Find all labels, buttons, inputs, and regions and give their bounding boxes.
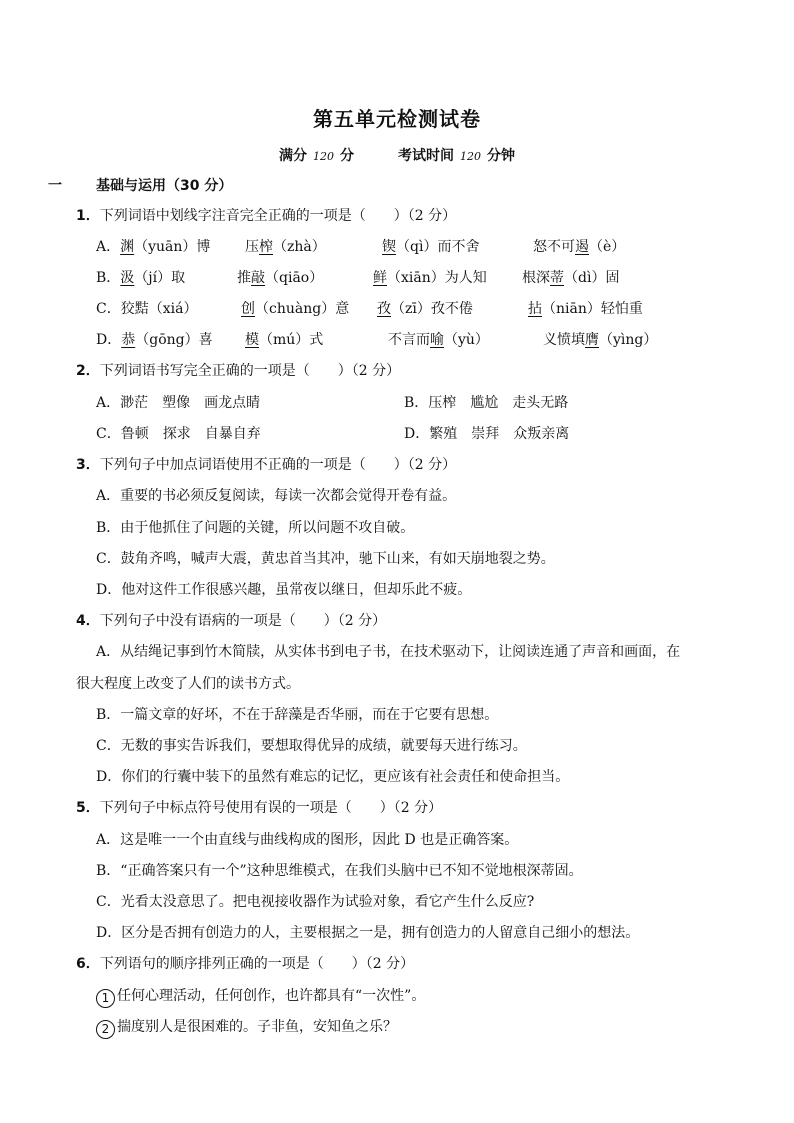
question-6-stem [76,954,414,974]
question-5-option-b: B．“正确答案只有一个”这种思维模式，在我们头脑中已不知不觉地根深蒂固。 [96,863,583,879]
question-2-stem [76,361,400,381]
exam-page: 第五单元检测试卷 满分 120 分 考试时间 120 分钟 一 基础与运用（30 分） 1．下列词语中划线字注音完全正确的一项是（ ）（2 分） A．渊（yuān）博 压榨（zhà） 锲（qì）而不舍 怒不可遏（è） B．汲（jí）取 推敲（qiāo） 鲜（xiān）为人知 根深蒂（dì）固 C．狡黠（xiá） 创（chuàng）意 孜（zī）孜不倦 拈（niān）轻怕重 D．恭（gōng）喜 模（mú）式 不言而喻（yù） 义愤填膺（yìng） 2．下列词语书写完全正确的一项是（ ）（2 分） A．渺茫 塑像 画龙点睛 B．压榨 尴尬 走头无路 C．鲁顿 探求 自暴自弃 D．繁殖 崇拜 众叛亲离 3．下列句子中加点词语使用不正确的一项是（ ）（2 分） A．重要的书必须反复阅读，每读一次都会觉得开卷有益。 B．由于他抓住了问题的关键，所以问题不攻自破。 C．鼓角齐鸣，喊声大震，黄忠首当其冲，驰下山来，有如天崩地裂之势。 D．他对这件工作很感兴趣，虽常夜以继日，但却乐此不疲。 4．下列句子中没有语病的一项是（ ）（2 分） A．从结绳记事到竹木简牍，从实体书到电子书，在技术驱动下，让阅读连通了声音和画面，在 很大程度上改变了人们的读书方式。 B．一篇文章的好坏，不在于辞藻是否华丽，而在于它要有思想。 C．无数的事实告诉我们，要想取得优异的成绩，就要每天进行练习。 D．你们的行囊中装下的虽然有难忘的记忆，更应该有社会责任和使命担当。 5．下列句子中标点符号使用有误的一项是（ ）（2 分） A．这是唯一一个由直线与曲线构成的图形，因此 D 也是正确答案。 B．“正确答案只有一个”这种思维模式，在我们头脑中已不知不觉地根深蒂固。 C．光看太没意思了。把电视接收器作为试验对象，看它产生什么反应? D．区分是否拥有创造力的人，主要根据之一是，拥有创造力的人留意自己细小的想法。 6．下列语句的顺序排列正确的一项是（ ）（2 分） 1 任何心理活动，任何创作，也许都具有“一次性”。 2 揣度别人是很困难的。子非鱼，安知鱼之乐？ [0,0,794,1123]
question-1-stem [76,206,456,226]
time-label: 考试时间 [398,148,454,164]
full-score-label: 满分 [279,148,307,164]
question-text: 下列语句的顺序排列正确的一项是（ ）（2 分） [99,956,415,972]
question-5-option-c: C．光看太没意思了。把电视接收器作为试验对象，看它产生什么反应? [96,894,535,910]
question-number: 6． [76,956,100,972]
question-number: 3． [76,457,100,473]
question-3-option-a: A．重要的书必须反复阅读，每读一次都会觉得开卷有益。 [96,488,457,504]
time-unit: 分钟 [487,148,515,164]
question-text: 下列词语书写完全正确的一项是（ ）（2 分） [99,363,401,379]
question-text: 下列句子中标点符号使用有误的一项是（ ）（2 分） [99,800,443,816]
question-4-option-a-line1: A．从结绳记事到竹木简牍，从实体书到电子书，在技术驱动下，让阅读连通了声音和画面，在 [96,644,681,660]
question-4-option-a-line2: 很大程度上改变了人们的读书方式。 [76,676,300,692]
question-2-option-c: C．鲁顿 探求 自暴自弃 [96,426,261,442]
time-value: 120 [460,150,481,163]
question-4-option-d: D．你们的行囊中装下的虽然有难忘的记忆，更应该有社会责任和使命担当。 [96,769,570,785]
question-number: 5． [76,800,100,816]
question-6-sentence-1: 1 任何心理活动，任何创作，也许都具有“一次性”。 [96,986,425,1008]
full-score-unit: 分 [340,148,354,164]
exam-info [0,145,794,165]
question-number: 1． [76,208,100,224]
question-5-option-a: A．这是唯一一个由直线与曲线构成的图形，因此 D 也是正确答案。 [96,832,519,848]
question-number: 4． [76,613,100,629]
circled-number-icon: 2 [96,1020,115,1039]
question-3-stem [76,455,456,475]
section-number: 一 [48,178,62,194]
question-4-option-c: C．无数的事实告诉我们，要想取得优异的成绩，就要每天进行练习。 [96,738,527,754]
section-title: 基础与运用（30 分） [96,178,233,194]
question-4-stem [76,611,386,631]
question-2-option-b: B．压榨 尴尬 走头无路 [404,395,569,411]
question-text: 下列句子中没有语病的一项是（ ）（2 分） [99,613,387,629]
question-3-option-d: D．他对这件工作很感兴趣，虽常夜以继日，但却乐此不疲。 [96,582,472,598]
question-text: 下列句子中加点词语使用不正确的一项是（ ）（2 分） [99,457,457,473]
question-3-option-b: B．由于他抓住了问题的关键，所以问题不攻自破。 [96,520,415,536]
question-number: 2． [76,363,100,379]
question-4-option-b: B．一篇文章的好坏，不在于辞藻是否华丽，而在于它要有思想。 [96,707,499,723]
page-title: 第五单元检测试卷 [313,107,481,131]
circled-number-icon: 1 [96,989,115,1008]
question-5-option-d: D．区分是否拥有创造力的人，主要根据之一是，拥有创造力的人留意自己细小的想法。 [96,925,640,941]
question-5-stem [76,798,442,818]
question-6-sentence-2: 2 揣度别人是很困难的。子非鱼，安知鱼之乐？ [96,1017,397,1039]
question-2-option-a: A．渺茫 塑像 画龙点睛 [96,395,261,411]
question-2-option-d: D．繁殖 崇拜 众叛亲离 [404,426,570,442]
question-text: 下列词语中划线字注音完全正确的一项是（ ）（2 分） [99,208,457,224]
question-3-option-c: C．鼓角齐鸣，喊声大震，黄忠首当其冲，驰下山来，有如天崩地裂之势。 [96,551,555,567]
full-score-value: 120 [313,150,334,163]
section-heading [48,176,232,196]
